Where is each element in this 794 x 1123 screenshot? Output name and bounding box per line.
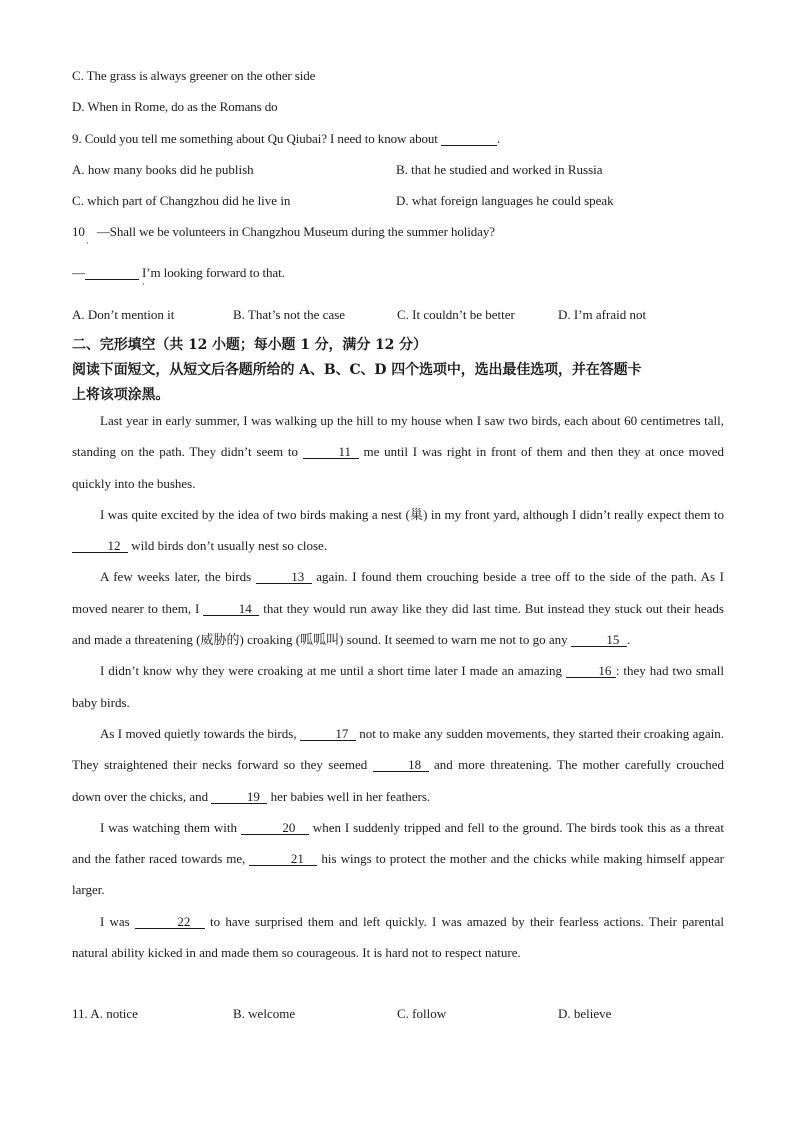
q10-reply-dash: —: [72, 265, 85, 280]
passage-text: I didn’t know why they were croaking at me until a short time later I made an amazing: [100, 663, 566, 679]
section2-instruction-line2: 上将该项涂黑。: [72, 387, 170, 403]
q10-reply-dot-mark: ·: [142, 279, 145, 289]
q9-blank: [441, 132, 497, 146]
q9-stem-end: .: [496, 131, 501, 146]
q11-option-c: C. follow: [397, 1006, 447, 1021]
blank-13: 13: [256, 570, 312, 584]
q10-stem-text: —Shall we be volunteers in Changzhou Museum during the summer holiday?: [96, 224, 495, 239]
passage-paragraph-5: [72, 718, 724, 812]
blank-19: 19: [211, 790, 267, 804]
blank-20: 20: [241, 821, 309, 835]
q10-dot-mark: ·: [86, 238, 89, 248]
passage-text: A few weeks later, the birds: [100, 569, 256, 585]
q10-number: 10: [72, 224, 85, 239]
passage-text: that they would run away like they did last time. But instead they stuck out their heads and made a threatening (威胁的) croaking (呱呱叫) sound. It seemed to warn me not to go any: [72, 600, 724, 648]
passage-text: to have surprised them and left quickly. I was amazed by their fearless actions. Their parental natural ability kicked in and made them so courageous. It is hard not to respect nature.: [72, 913, 724, 961]
blank-22: 22: [135, 915, 205, 929]
passage-paragraph-3: [72, 561, 724, 655]
passage-paragraph-4: [72, 655, 724, 718]
q8-option-d: D. When in Rome, do as the Romans do: [72, 99, 278, 114]
blank-15: 15: [571, 633, 627, 647]
q10-option-d: D. I’m afraid not: [558, 307, 647, 322]
q10-reply-rest: I’m looking forward to that.: [138, 265, 285, 280]
q10-option-b: B. That’s not the case: [233, 307, 346, 322]
blank-16: 16: [566, 664, 616, 678]
passage-text: his wings to protect the mother and the chicks while making himself appear larger.: [72, 851, 724, 898]
blank-12: 12: [72, 539, 128, 553]
blank-14: 14: [203, 602, 259, 616]
passage-paragraph-6: [72, 812, 724, 906]
passage-text: : they had two small baby birds.: [72, 663, 724, 710]
q10-stem: [72, 224, 495, 240]
cloze-passage: [72, 405, 724, 968]
passage-text: me until I was right in front of them and then they at once moved quickly into the bushes.: [72, 444, 725, 491]
passage-text: .: [626, 632, 631, 648]
passage-text: again. I found them crouching beside a tree off to the side of the path. As I moved nearer to them, I: [72, 569, 724, 616]
q9-option-a: A. how many books did he publish: [72, 162, 254, 177]
q10-blank: [85, 266, 139, 280]
q9-option-b: B. that he studied and worked in Russia: [396, 162, 603, 177]
q8-option-c: C. The grass is always greener on the other side: [72, 68, 316, 83]
blank-18: 18: [373, 758, 429, 772]
passage-paragraph-1: [72, 405, 724, 499]
passage-text: wild birds don’t usually nest so close.: [128, 538, 328, 554]
q9-option-d: D. what foreign languages he could speak: [396, 193, 614, 208]
blank-21: 21: [249, 852, 317, 866]
passage-text: when I suddenly tripped and fell to the ground. The birds took this as a threat and the father raced towards me,: [72, 819, 725, 867]
q11-option-d: D. believe: [558, 1006, 612, 1021]
passage-text: Last year in early summer, I was walking up the hill to my house when I saw two birds, each about 60 centimetres tall, standing on the path. They didn’t seem to: [72, 413, 724, 460]
q10-option-a: A. Don’t mention it: [72, 307, 175, 322]
section2-instruction-line1: 阅读下面短文，从短文后各题所给的 A、B、C、D 四个选项中，选出最佳选项，并在答题卡: [72, 362, 642, 378]
passage-text: I was watching them with: [100, 819, 241, 835]
passage-paragraph-7: [72, 906, 724, 969]
passage-text: not to make any sudden movements, they started their croaking again. They straightened their necks forward so they seemed: [72, 725, 724, 773]
passage-paragraph-2: [72, 499, 724, 562]
blank-17: 17: [300, 727, 356, 741]
q9-stem: [72, 131, 500, 147]
passage-text: I was: [100, 913, 135, 929]
passage-text: her babies well in her feathers.: [267, 788, 431, 804]
q11-option-a: 11. A. notice: [72, 1006, 138, 1021]
q10-reply: [72, 265, 285, 281]
passage-text: I was quite excited by the idea of two birds making a nest (巢) in my front yard, although I didn’t really expect them to: [100, 506, 724, 522]
passage-text: and more threatening. The mother carefully crouched down over the chicks, and: [72, 757, 725, 804]
section2-title: 二、完形填空（共 12 小题；每小题 1 分，满分 12 分）: [72, 337, 427, 353]
passage-text: As I moved quietly towards the birds,: [100, 725, 300, 741]
blank-11: 11: [303, 445, 359, 459]
q9-stem-text: 9. Could you tell me something about Qu Qiubai? I need to know about: [72, 131, 441, 146]
q11-option-b: B. welcome: [233, 1006, 296, 1021]
q9-option-c: C. which part of Changzhou did he live in: [72, 193, 291, 208]
q10-option-c: C. It couldn’t be better: [397, 307, 515, 322]
